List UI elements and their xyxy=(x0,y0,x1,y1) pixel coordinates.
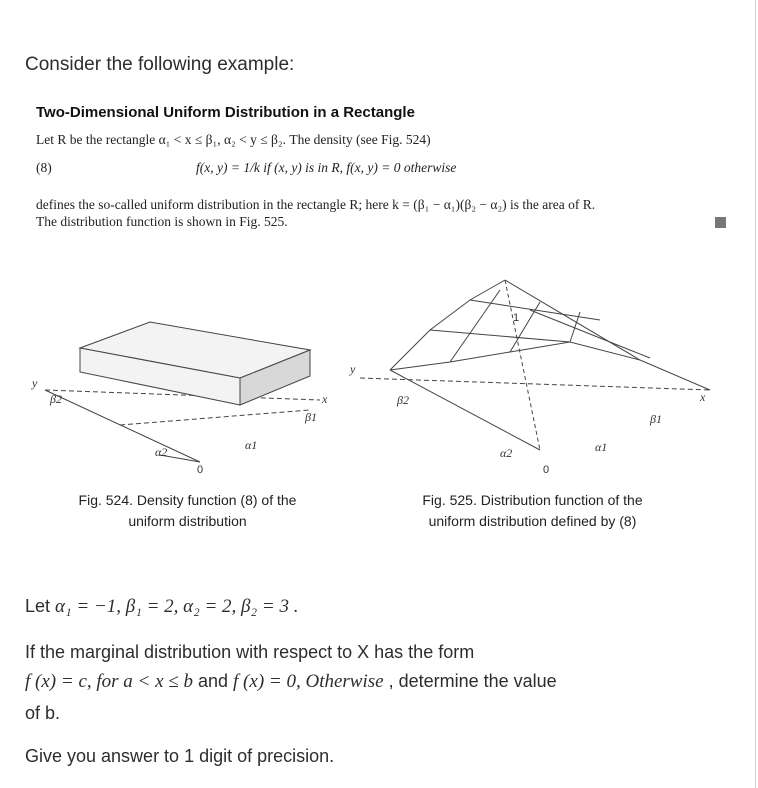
figures xyxy=(0,250,758,550)
marginal-form-math: f (x) = c, for a < x ≤ b xyxy=(25,671,193,692)
fig524-label-a2: α2 xyxy=(155,445,168,459)
fig525-back-edge xyxy=(390,280,505,370)
fig525-caption-number: Fig. 525. xyxy=(422,492,477,508)
fig524-label-b2: β2 xyxy=(50,392,62,406)
fig524-caption-number: Fig. 524. xyxy=(78,492,134,508)
fig525-caption-text2: uniform distribution defined by (8) xyxy=(428,513,637,529)
fig525-label-zero: 0 xyxy=(543,464,550,476)
question-line-1: If the marginal distribution with respect to X has the form xyxy=(25,642,475,662)
end-of-example-square-icon xyxy=(715,217,726,228)
equation-body: f(x, y) = 1/k if (x, y) is in R, f(x, y) = 0 otherwise xyxy=(196,160,457,175)
fig524-caption-text: Density function (8) of the xyxy=(136,492,297,508)
fig525-label-a2: α2 xyxy=(500,446,513,460)
textbook-excerpt xyxy=(36,104,726,230)
fig525-front-edge xyxy=(390,342,710,390)
fig524-caption xyxy=(45,490,330,532)
fig524-label-x: x xyxy=(322,392,328,406)
fig525-vertical-dash xyxy=(505,280,540,450)
equation-8 xyxy=(36,160,726,182)
fig524-caption-text2: uniform distribution xyxy=(128,513,247,529)
fig524-dash-line xyxy=(120,410,310,425)
fig524-drawing xyxy=(45,322,320,462)
question-line-3: of b. xyxy=(25,703,61,723)
fig525-label-b2: β2 xyxy=(397,393,409,407)
fig524-label-a1: α1 xyxy=(245,438,258,452)
question-tail: , determine the value xyxy=(383,671,557,691)
fig524-label-b1: β1 xyxy=(305,410,317,424)
given-prefix: Let xyxy=(25,596,51,616)
fig524-x-base xyxy=(45,390,200,462)
example-heading: Two-Dimensional Uniform Distribution in a Rectangle xyxy=(36,104,415,121)
otherwise-math: f (x) = 0, Otherwise xyxy=(233,671,384,692)
given-values xyxy=(25,596,298,618)
fig525-label-a1: α1 xyxy=(595,440,608,454)
fig525-label-y: y xyxy=(350,362,356,376)
intro-text: Consider the following example: xyxy=(25,54,295,75)
equation-number: (8) xyxy=(36,160,52,175)
uniform-definition: defines the so-called uniform distribution in the rectangle R; here k = (β₁ − α₁)(β₂ − α₂) is the area of R. xyxy=(36,197,596,212)
fig525-ridge xyxy=(505,280,640,360)
given-math: α₁ = −1, β₁ = 2, α₂ = 2, β₂ = 3 . xyxy=(55,596,299,617)
fig524-label-y: y xyxy=(32,376,38,390)
fig525-caption-text: Distribution function of the xyxy=(480,492,643,508)
fig524-label-zero: 0 xyxy=(197,464,204,476)
fig525-label-one: 1 xyxy=(513,312,520,324)
question-line-2 xyxy=(25,671,557,693)
fig525-caption xyxy=(390,490,675,532)
definition-block xyxy=(36,196,726,230)
and-text: and xyxy=(192,671,234,691)
fig525-label-b1: β1 xyxy=(650,412,662,426)
distribution-note: The distribution function is shown in Fig. 525. xyxy=(36,214,288,229)
fig525-label-x: x xyxy=(700,390,706,404)
rectangle-definition: Let R be the rectangle α₁ < x ≤ β₁, α₂ < y ≤ β₂. The density (see Fig. 524) xyxy=(36,132,431,147)
precision-instruction: Give you answer to 1 digit of precision. xyxy=(25,746,335,766)
